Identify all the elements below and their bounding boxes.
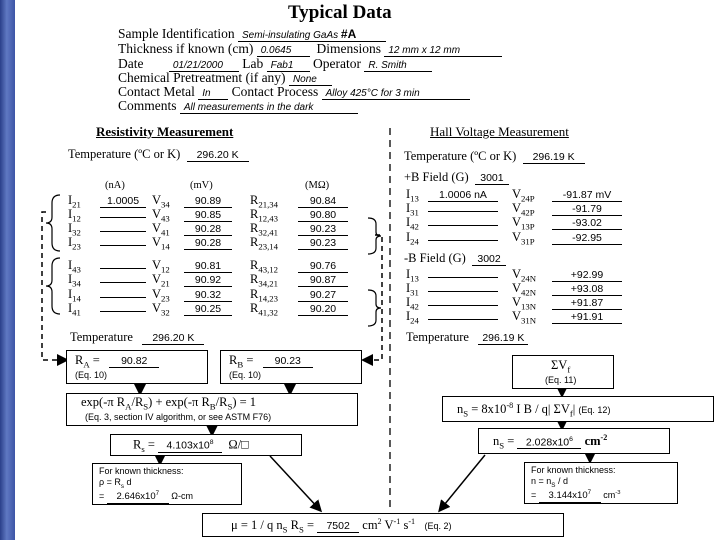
vdp-equation-ref: (Eq. 3, section IV algorithm, or see ASTM F76)	[85, 412, 272, 422]
ra-box: $R_A = 90.82$ (Eq. 10)	[66, 350, 208, 384]
voltage-value: 90.81	[184, 260, 232, 273]
rs-box: $R_s = 4.103x10^8$ Ω/□	[110, 434, 302, 456]
hall-current-label: $I_{42}$	[406, 215, 419, 232]
rs-value: $4.103x10^8$	[158, 437, 222, 453]
hall-current-value	[428, 291, 498, 292]
resistance-value: 90.87	[298, 274, 348, 287]
hall-current-value	[428, 211, 498, 212]
hall-row	[406, 309, 622, 326]
hall-temp-value: 296.19 K	[523, 151, 585, 164]
dimensions-label: Dimensions	[316, 41, 381, 56]
bpos-value: 3001	[475, 172, 509, 185]
hall-voltage-value: -92.95	[552, 232, 622, 245]
resistance-label: $R_{14,23}$	[250, 287, 279, 304]
hall-title: Hall Voltage Measurement	[430, 124, 569, 139]
rho-value: $2.646x10^7$	[107, 488, 169, 504]
bpos-row	[404, 170, 509, 185]
process-label: Contact Process	[231, 84, 319, 99]
resistance-value: 90.23	[298, 223, 348, 236]
current-label: $I_{12}$	[68, 207, 81, 224]
current-label: $I_{32}$	[68, 221, 81, 238]
resistance-value: 90.27	[298, 289, 348, 302]
hall-current-label: $I_{31}$	[406, 201, 419, 218]
resistance-label: $R_{12,43}$	[250, 207, 279, 224]
hall-current-value	[428, 240, 498, 241]
hall-voltage-value: +92.99	[552, 269, 622, 282]
current-value	[100, 268, 146, 269]
hall-voltage-label: $V_{42N}$	[512, 281, 537, 298]
voltage-value: 90.89	[184, 195, 232, 208]
chem-label: Chemical Pretreatment (if any)	[118, 70, 286, 85]
comments-value: All measurements in the dark	[180, 102, 358, 114]
res-temp-row	[68, 147, 249, 162]
voltage-label: $V_{12}$	[152, 258, 170, 275]
n-result: = $3.144x10^7$ $cm^{-3}$	[531, 489, 621, 502]
date-value: 01/21/2000	[169, 60, 239, 72]
resistance-label: $R_{32,41}$	[250, 221, 279, 238]
lab-value: Fab1	[267, 60, 310, 72]
hall-voltage-label: $V_{13N}$	[512, 295, 537, 312]
current-value	[100, 245, 146, 246]
metal-label: Contact Metal	[118, 84, 195, 99]
voltage-label: $V_{32}$	[152, 301, 170, 318]
hall-voltage-value: -93.02	[552, 217, 622, 230]
current-label: $I_{21}$	[68, 193, 81, 210]
hall-temp2-row	[406, 330, 528, 345]
unit-current: (nA)	[105, 180, 125, 191]
hall-voltage-label: $V_{13P}$	[512, 215, 535, 232]
sample-label: Sample Identification	[118, 26, 235, 41]
rs-unit: Ω/□	[228, 437, 249, 452]
chem-value: None	[289, 74, 332, 86]
hall-temp-label: Temperature (ºC or K)	[404, 149, 517, 163]
rho-title: For known thickness:	[99, 466, 184, 476]
resistance-label: $R_{34,21}$	[250, 272, 279, 289]
voltage-value: 90.32	[184, 289, 232, 302]
res-temp-value: 296.20 K	[187, 149, 249, 162]
hall-voltage-label: $V_{31N}$	[512, 309, 537, 326]
resistance-label: $R_{41,32}$	[250, 301, 279, 318]
comments-label: Comments	[118, 98, 177, 113]
hall-current-label: $I_{24}$	[406, 309, 419, 326]
lab-label: Lab	[242, 56, 264, 71]
voltage-value: 90.92	[184, 274, 232, 287]
hall-temp-row	[404, 149, 585, 164]
thickness-label: Thickness if known (cm)	[118, 41, 254, 56]
thickness-row	[118, 41, 502, 57]
rho-formula: $\rho = R_s$ d	[99, 477, 132, 490]
resistance-value: 90.80	[298, 209, 348, 222]
res-temp2-label: Temperature	[70, 330, 133, 344]
current-value: 1.0005	[100, 195, 146, 208]
current-label: $I_{43}$	[68, 258, 81, 275]
voltage-value: 90.28	[184, 223, 232, 236]
hall-current-value	[428, 277, 498, 278]
hall-row	[406, 230, 622, 247]
ra-value: 90.82	[109, 355, 159, 368]
mobility-value: 7502	[317, 520, 359, 533]
rho-result: = $2.646x10^7$ Ω-cm	[99, 490, 194, 503]
resistivity-title: Resistivity Measurement	[96, 124, 234, 139]
hall-voltage-value: -91.79	[552, 203, 622, 216]
hall-temp2-label: Temperature	[406, 330, 469, 344]
resistivity-row	[68, 235, 348, 252]
hall-current-label: $I_{24}$	[406, 230, 419, 247]
hall-current-label: $I_{13}$	[406, 187, 419, 204]
n-value: $3.144x10^7$	[539, 487, 601, 503]
hall-voltage-value: +91.87	[552, 297, 622, 310]
resistance-label: $R_{21,34}$	[250, 193, 279, 210]
hall-voltage-value: -91.87 mV	[552, 189, 622, 202]
sum-vf-eq: (Eq. 11)	[545, 375, 577, 385]
hall-voltage-label: $V_{42P}$	[512, 201, 535, 218]
bneg-row	[404, 251, 506, 266]
hall-temp2-value: 296.19 K	[478, 332, 528, 345]
bneg-label: -B Field (G)	[404, 251, 466, 265]
voltage-value: 90.25	[184, 303, 232, 316]
sample-tag: #A	[340, 27, 357, 41]
current-label: $I_{14}$	[68, 287, 81, 304]
sample-row	[118, 26, 386, 42]
hall-current-label: $I_{31}$	[406, 281, 419, 298]
voltage-label: $V_{21}$	[152, 272, 170, 289]
date-label: Date	[118, 56, 144, 71]
rb-value: 90.23	[263, 355, 313, 368]
resistance-value: 90.84	[298, 195, 348, 208]
resistivity-row	[68, 301, 348, 318]
vdp-equation: exp(-π $R_A/R_S) + \exp(-\pi$ $R_B/R_S) = 1$	[81, 395, 257, 412]
current-value	[100, 311, 146, 312]
n-formula: $n = n_S / d$	[531, 476, 568, 489]
hall-voltage-label: $V_{24P}$	[512, 187, 535, 204]
res-temp-label: Temperature (ºC or K)	[68, 147, 181, 161]
current-value	[100, 297, 146, 298]
unit-resistance: (MΩ)	[305, 180, 330, 191]
hall-current-value	[428, 305, 498, 306]
sample-value: Semi-insulating GaAs #A	[238, 29, 386, 42]
process-value: Alloy 425°C for 3 min	[322, 88, 470, 100]
bpos-label: +B Field (G)	[404, 170, 469, 184]
current-label: $I_{34}$	[68, 272, 81, 289]
current-label: $I_{23}$	[68, 235, 81, 252]
rb-box: $R_B = 90.23$ (Eq. 10)	[220, 350, 362, 384]
hall-current-label: $I_{42}$	[406, 295, 419, 312]
hall-current-value	[428, 225, 498, 226]
ns-formula-box: $n_S = 8x10^{-8}$ I B / q| $\Sigma V_f|$ (Eq. 12)	[442, 396, 714, 422]
n-title: For known thickness:	[531, 465, 616, 475]
hall-voltage-value: +93.08	[552, 283, 622, 296]
voltage-value: 90.28	[184, 237, 232, 250]
hall-voltage-label: $V_{31P}$	[512, 230, 535, 247]
current-value	[100, 231, 146, 232]
unit-voltage: (mV)	[190, 180, 213, 191]
rho-box	[92, 463, 242, 505]
hall-current-label: $I_{13}$	[406, 267, 419, 284]
ns-value: $2.028x10^6$	[517, 434, 581, 450]
res-temp2-row	[70, 330, 204, 345]
resistance-value: 90.23	[298, 237, 348, 250]
ns-box: $n_S = 2.028x10^6$ $cm^{-2}$	[478, 428, 670, 454]
page-title: Typical Data	[288, 2, 392, 23]
current-value	[100, 282, 146, 283]
current-label: $I_{41}$	[68, 301, 81, 318]
hall-voltage-label: $V_{24N}$	[512, 267, 537, 284]
hall-voltage-value: +91.91	[552, 311, 622, 324]
voltage-label: $V_{43}$	[152, 207, 170, 224]
current-value	[100, 217, 146, 218]
mobility-box: μ = 1 / q $n_S$ $R_S = 7502$ $cm^2$ $V^{-1}$ $s^{-1}$ (Eq. 2)	[202, 513, 564, 537]
resistance-label: $R_{43,12}$	[250, 258, 279, 275]
n-box	[524, 462, 678, 504]
resistance-value: 90.20	[298, 303, 348, 316]
resistance-value: 90.76	[298, 260, 348, 273]
rb-eq: (Eq. 10)	[229, 370, 262, 380]
resistance-label: $R_{23,14}$	[250, 235, 279, 252]
ra-eq: (Eq. 10)	[75, 370, 108, 380]
voltage-value: 90.85	[184, 209, 232, 222]
voltage-label: $V_{41}$	[152, 221, 170, 238]
comments-row	[118, 98, 358, 114]
hall-current-value: 1.0006 nA	[428, 189, 498, 202]
res-temp2-value: 296.20 K	[142, 332, 204, 345]
voltage-label: $V_{23}$	[152, 287, 170, 304]
thickness-value: 0.0645	[257, 45, 310, 57]
bneg-value: 3002	[472, 253, 506, 266]
metal-value: In	[198, 88, 228, 100]
sum-vf-box: $\Sigma V_f$ (Eq. 11)	[512, 355, 614, 389]
vdp-equation-box	[66, 393, 358, 426]
voltage-label: $V_{34}$	[152, 193, 170, 210]
voltage-label: $V_{14}$	[152, 235, 170, 252]
operator-value: R. Smith	[364, 60, 432, 72]
hall-current-value	[428, 319, 498, 320]
operator-label: Operator	[312, 56, 361, 71]
dimensions-value: 12 mm x 12 mm	[384, 45, 502, 57]
